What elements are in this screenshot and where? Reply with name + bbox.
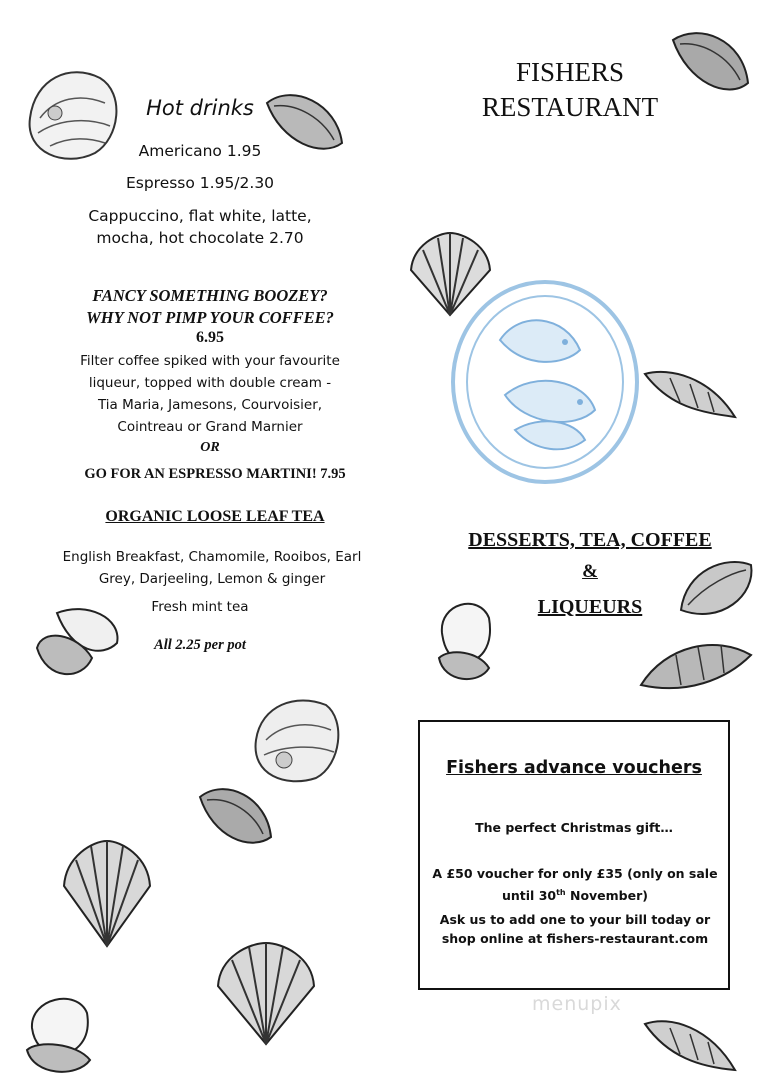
scallop-icon — [212, 940, 320, 1048]
menu-item-americano: Americano 1.95 — [138, 142, 262, 160]
hot-drinks-title: Hot drinks — [146, 96, 254, 120]
section-ampersand: & — [582, 561, 598, 582]
voucher-gift-line: The perfect Christmas gift… — [475, 820, 673, 835]
boozey-desc-line: Cointreau or Grand Marnier — [117, 419, 303, 435]
watermark: menupix — [532, 993, 622, 1015]
voucher-offer — [432, 864, 718, 905]
mussel-icon — [668, 28, 753, 100]
oyster-icon — [434, 593, 496, 685]
boozey-heading-line1: FANCY SOMETHING BOOZEY? — [92, 286, 328, 305]
boozey-desc-line: liqueur, topped with double cream - — [88, 375, 332, 391]
fresh-mint-tea: Fresh mint tea — [151, 599, 249, 615]
oyster-icon — [22, 988, 97, 1078]
conch-icon — [640, 1012, 740, 1074]
tea-list-line: Grey, Darjeeling, Lemon & ginger — [98, 571, 326, 587]
tea-heading: ORGANIC LOOSE LEAF TEA — [105, 508, 325, 525]
tea-price: All 2.25 per pot — [154, 637, 246, 653]
scallop-icon — [58, 838, 156, 950]
fish-icon — [500, 320, 580, 362]
tea-list-line: English Breakfast, Chamomile, Rooibos, Earl — [62, 549, 362, 565]
section-title: DESSERTS, TEA, COFFEE — [468, 529, 712, 551]
boozey-desc-line: Filter coffee spiked with your favourite — [80, 353, 340, 369]
boozey-heading — [30, 285, 390, 329]
menu-item-espresso: Espresso 1.95/2.30 — [125, 174, 275, 192]
boozey-description — [40, 350, 380, 438]
voucher-ask-line2: shop online at fishers-restaurant.com — [441, 931, 709, 946]
oyster-icon — [32, 603, 124, 683]
mussel-icon — [195, 782, 275, 852]
conch-icon — [640, 362, 740, 422]
voucher-ask-line1: Ask us to add one to your bill today or — [439, 912, 711, 927]
tea-list — [32, 546, 392, 590]
voucher-box — [418, 720, 730, 990]
mussel-icon — [262, 88, 347, 158]
scallop-icon — [403, 230, 498, 320]
oyster-icon — [246, 690, 351, 785]
conch-icon — [636, 635, 756, 697]
menu-item-milk-drinks-line1: Cappuccino, flat white, latte, — [88, 207, 312, 225]
oyster-icon — [20, 58, 130, 168]
voucher-offer-line1: A £50 voucher for only £35 (only on sale — [432, 866, 718, 881]
restaurant-title: FISHERS RESTAURANT — [481, 57, 659, 122]
mussel-icon — [676, 555, 756, 625]
voucher-title: Fishers advance vouchers — [446, 758, 702, 778]
section-subtitle: LIQUEURS — [537, 596, 643, 618]
boozey-heading-line2: WHY NOT PIMP YOUR COFFEE? — [86, 308, 334, 327]
boozey-price: 6.95 — [196, 329, 224, 346]
boozey-desc-line: Tia Maria, Jamesons, Courvoisier, — [97, 397, 323, 413]
voucher-offer-line2: until 30th November) — [502, 888, 648, 904]
espresso-martini-item: GO FOR AN ESPRESSO MARTINI! 7.95 — [84, 466, 346, 482]
menu-item-milk-drinks-line2: mocha, hot chocolate 2.70 — [96, 229, 304, 247]
voucher-ask — [432, 910, 718, 948]
or-separator: OR — [200, 440, 220, 455]
